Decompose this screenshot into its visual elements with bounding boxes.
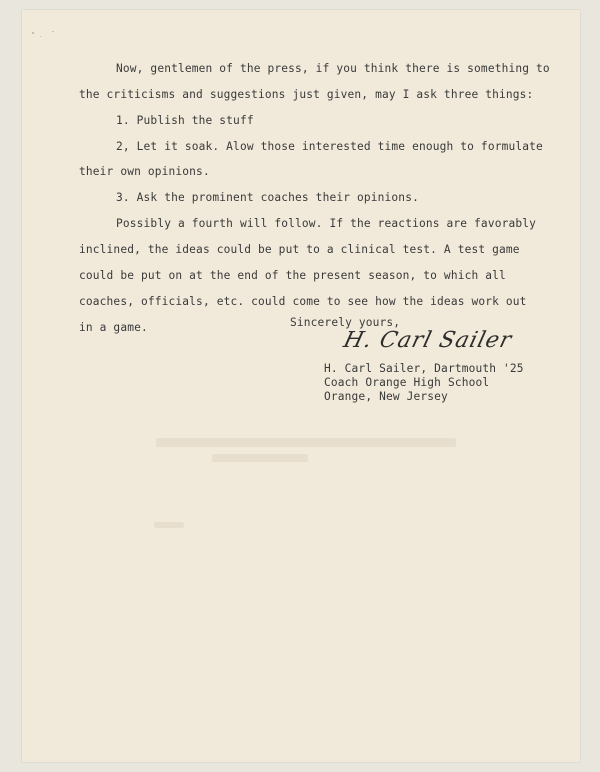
paper-speck	[40, 36, 41, 37]
paragraph2-line4: coaches, officials, etc. could come to see how the ideas work out	[79, 295, 527, 308]
bleed-through-mark	[156, 438, 456, 447]
paragraph1-line2: the criticisms and suggestions just given, may I ask three things:	[79, 88, 534, 101]
list-item-1: 1. Publish the stuff	[116, 114, 254, 127]
bleed-through-mark	[212, 454, 308, 462]
handwritten-signature: H. Carl Sailer	[340, 328, 515, 353]
paragraph2-line3: could be put on at the end of the present season, to which all	[79, 269, 506, 282]
signer-name: H. Carl Sailer, Dartmouth '25	[324, 362, 524, 375]
closing: Sincerely yours,	[290, 316, 401, 329]
list-item-2-line2: their own opinions.	[79, 165, 210, 178]
list-item-2-line1: 2, Let it soak. Alow those interested time enough to formulate	[116, 140, 543, 153]
list-item-3: 3. Ask the prominent coaches their opinions.	[116, 191, 419, 204]
letter-page	[22, 10, 580, 762]
paragraph2-line5: in a game.	[79, 321, 148, 334]
paper-speck	[32, 32, 34, 34]
signer-location: Orange, New Jersey	[324, 390, 448, 403]
paragraph1-line1: Now, gentlemen of the press, if you think there is something to	[116, 62, 550, 75]
paragraph2-line1: Possibly a fourth will follow. If the reactions are favorably	[116, 217, 537, 230]
bleed-through-mark	[154, 522, 184, 528]
paragraph2-line2: inclined, the ideas could be put to a clinical test. A test game	[79, 243, 520, 256]
paper-speck	[52, 31, 54, 32]
signer-title: Coach Orange High School	[324, 376, 490, 389]
